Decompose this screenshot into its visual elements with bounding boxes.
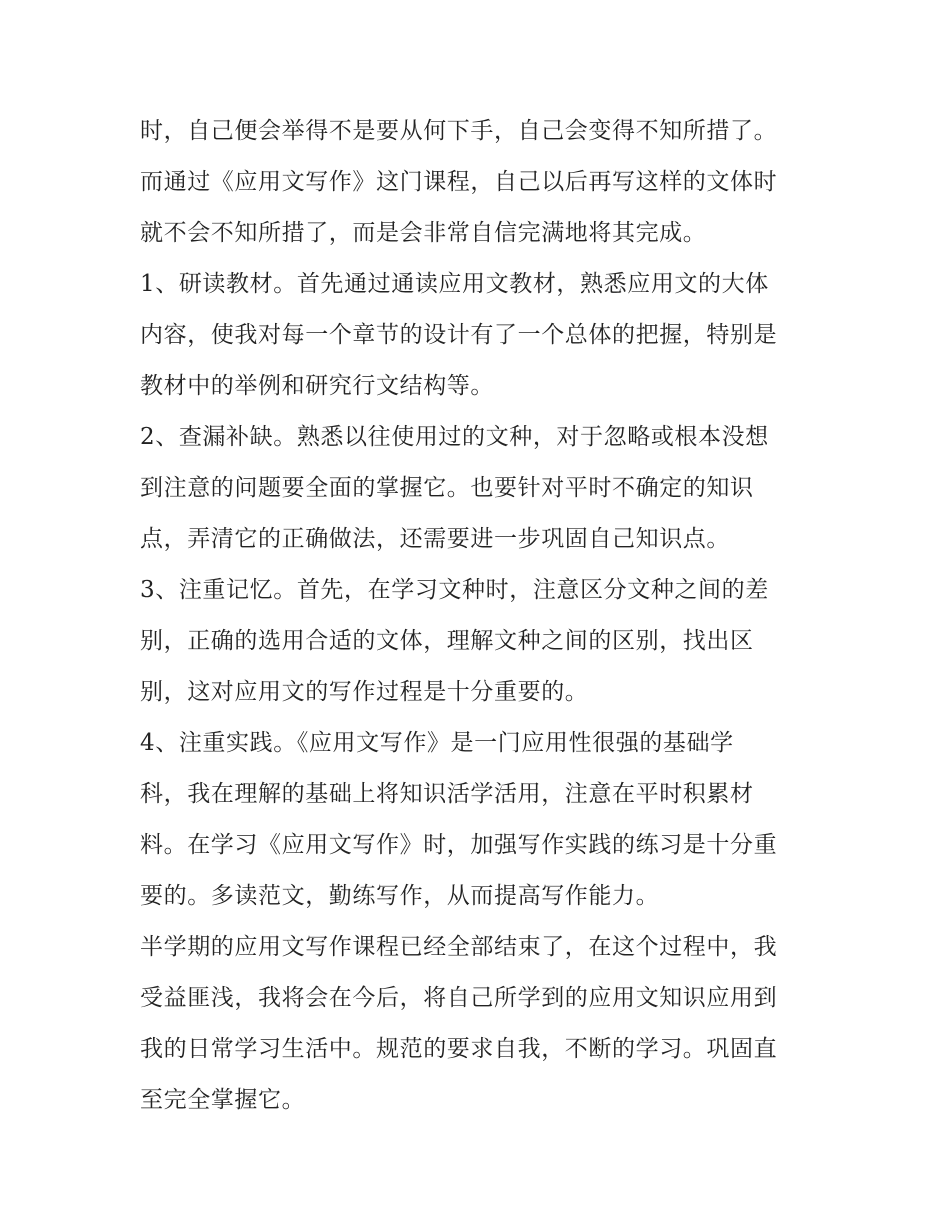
text-line: 我的日常学习生活中。规范的要求自我，不断的学习。巩固直 [140, 1036, 778, 1062]
text-line: 1、研读教材。首先通过通读应用文教材，熟悉应用文的大体 [140, 271, 769, 297]
text-line: 要的。多读范文，勤练写作，从而提高写作能力。 [140, 883, 660, 909]
text-line: 2、查漏补缺。熟悉以往使用过的文种，对于忽略或根本没想 [140, 424, 769, 450]
text-line: 3、注重记忆。首先，在学习文种时，注意区分文种之间的差 [140, 577, 769, 603]
text-line: 料。在学习《应用文写作》时，加强写作实践的练习是十分重 [140, 832, 778, 858]
text-line: 就不会不知所措了，而是会非常自信完满地将其完成。 [140, 220, 707, 246]
text-line: 别，这对应用文的写作过程是十分重要的。 [140, 679, 589, 705]
text-line: 教材中的举例和研究行文结构等。 [140, 373, 494, 399]
text-line: 至完全掌握它。 [140, 1087, 306, 1113]
text-line: 科，我在理解的基础上将知识活学活用，注意在平时积累材 [140, 781, 754, 807]
text-line: 受益匪浅，我将会在今后，将自己所学到的应用文知识应用到 [140, 985, 778, 1011]
body-text [140, 106, 830, 1126]
text-line: 半学期的应用文写作课程已经全部结束了，在这个过程中，我 [140, 934, 778, 960]
text-line: 内容，使我对每一个章节的设计有了一个总体的把握，特别是 [140, 322, 778, 348]
text-line: 时，自己便会举得不是要从何下手，自己会变得不知所措了。 [140, 118, 778, 144]
text-line: 点，弄清它的正确做法，还需要进一步巩固自己知识点。 [140, 526, 730, 552]
text-line: 别，正确的选用合适的文体，理解文种之间的区别，找出区 [140, 628, 754, 654]
text-line: 到注意的问题要全面的掌握它。也要针对平时不确定的知识 [140, 475, 754, 501]
text-line: 4、注重实践。《应用文写作》是一门应用性很强的基础学 [140, 730, 734, 756]
text-line: 而通过《应用文写作》这门课程，自己以后再写这样的文体时 [140, 169, 778, 195]
